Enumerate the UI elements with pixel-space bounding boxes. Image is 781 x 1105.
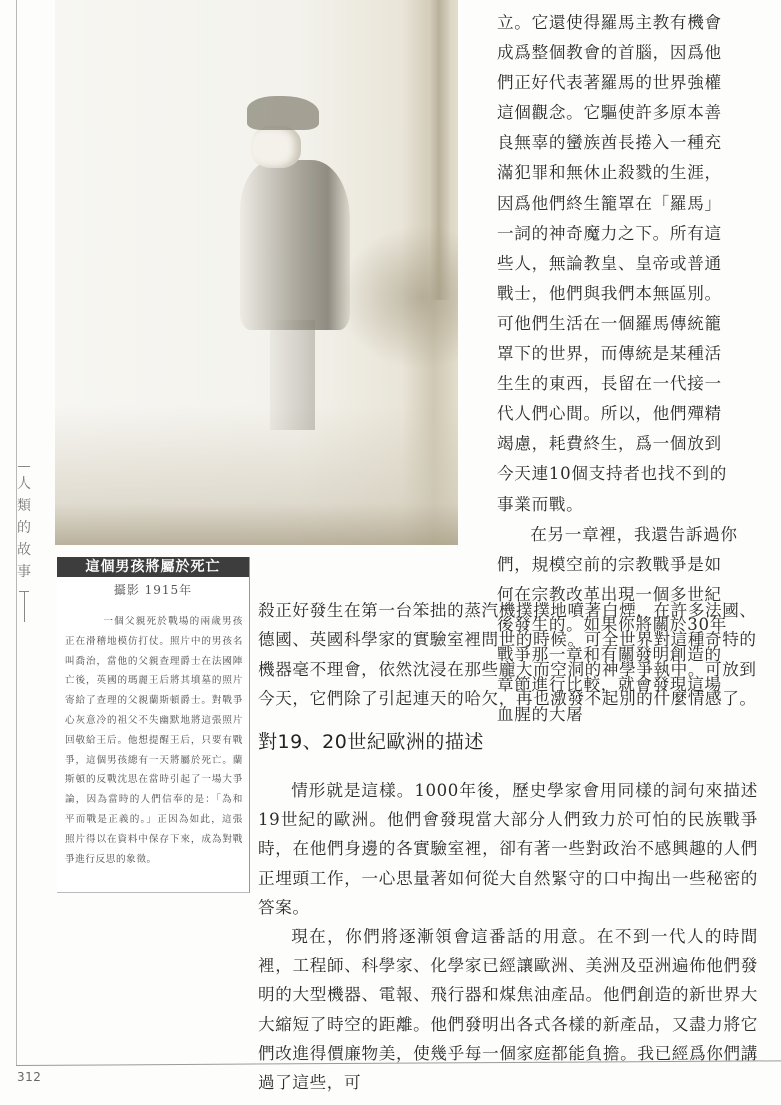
paragraph: 殺正好發生在第一台笨拙的蒸汽機撲撲地噴著白煙，在許多法國、德國、英國科學家的實驗室裡問世的時候。可全世界對這種奇特的機器毫不理會，依然沈浸在那些龐大而空洞的神學爭執中。可放到今天，它們除了引起連天的哈欠，再也激發不起別的什麼情感了。	[258, 601, 757, 709]
running-title-char: 人	[17, 476, 31, 492]
running-title-char: 的	[17, 520, 31, 536]
photo-caption-box	[57, 557, 250, 893]
page-number: 312	[17, 1070, 42, 1084]
paragraph: 立。它還使得羅馬主教有機會成爲整個教會的首腦，因爲他們正好代表著羅馬的世界強權這個觀念。它驅使許多原本善良無辜的蠻族酋長捲入一種充滿犯罪和無休止殺戮的生涯，因爲他們終生籠罩在「羅馬」一詞的神奇魔力之下。所有這些人，無論教皇、皇帝或普通戰士，他們與我們本無區別。可他們生活在一個羅馬傳統籠罩下的世界，而傳統是某種活生生的東西，長留在一代接一代人們心間。所以，他們殫精竭慮，耗費終生，爲一個放到今天連10個支持者也找不到的事業而戰。	[497, 13, 728, 514]
running-title-dash	[18, 466, 30, 467]
paragraph: 現在，你們將逐漸領會這番話的用意。在不到一代人的時間裡，工程師、科學家、化學家已經讓歐洲、美洲及亞洲遍佈他們發明的大型機器、電報、飛行器和煤焦油產品。他們創造的新世界大大縮短了時空的距離。他們發明出各式各樣的新產品，又盡力將它們改進得價廉物美，使幾乎每一個家庭都能負擔。我已經爲你們講過了這些，可	[258, 927, 758, 1093]
running-title-char: 類	[17, 498, 31, 514]
caption-title: 這個男孩將屬於死亡	[57, 557, 249, 577]
wide-text-continuation	[258, 596, 758, 714]
photo-boy-cap	[247, 96, 319, 130]
photo-ground	[55, 405, 458, 545]
historical-photo	[55, 0, 458, 545]
running-title	[14, 462, 34, 622]
photo-boy-legs	[270, 320, 315, 430]
section-heading: 對19、20世紀歐洲的描述	[258, 731, 484, 753]
photo-wall	[338, 225, 458, 370]
caption-subtitle: 攝影 1915年	[113, 583, 193, 597]
caption-text: 一個父親死於戰場的兩歲男孩正在滑稽地模仿打仗。照片中的男孩名叫喬治，當他的父親查理爵士在法國陣亡後，英國的瑪麗王后將其墳墓的照片寄給了查理的父親蘭斯頓爵士。對戰爭心灰意冷的祖父不失幽默地將這張照片回敬給王后。他想提醒王后，只要有戰爭，這個男孩總有一天將屬於死亡。蘭斯頓的反戰沈思在當時引起了一場大爭論，因為當時的人們信奉的是：「為和平而戰是正義的。」正因為如此，這張照片得以在資料中保存下來，成為對戰爭進行反思的象徵。	[65, 616, 243, 865]
running-title-tick	[19, 591, 29, 622]
running-title-char: 事	[17, 564, 31, 580]
paragraph: 在另一章裡，我還告訴過你們，規模空前的宗教戰爭是如何在宗教改革出現一個多世紀後發生的。如果你將關於30年戰爭那一章和有關發明創造的章節進行比較，就會發現這場血腥的大屠	[497, 524, 738, 725]
photo-boy-body	[240, 160, 350, 330]
paragraph: 情形就是這樣。1000年後，歷史學家會用同樣的詞句來描述19世紀的歐洲。他們會發現當大部分人們致力於可怕的民族戰爭時，在他們身邊的各實驗室裡，卻有著一些對政治不感興趣的人們正埋頭工作，一心思量著如何從大自然緊守的口中掏出一些秘密的答案。	[258, 781, 758, 917]
section-body	[258, 776, 758, 1097]
running-title-char: 故	[17, 542, 31, 558]
photo-boy-face	[251, 126, 301, 168]
